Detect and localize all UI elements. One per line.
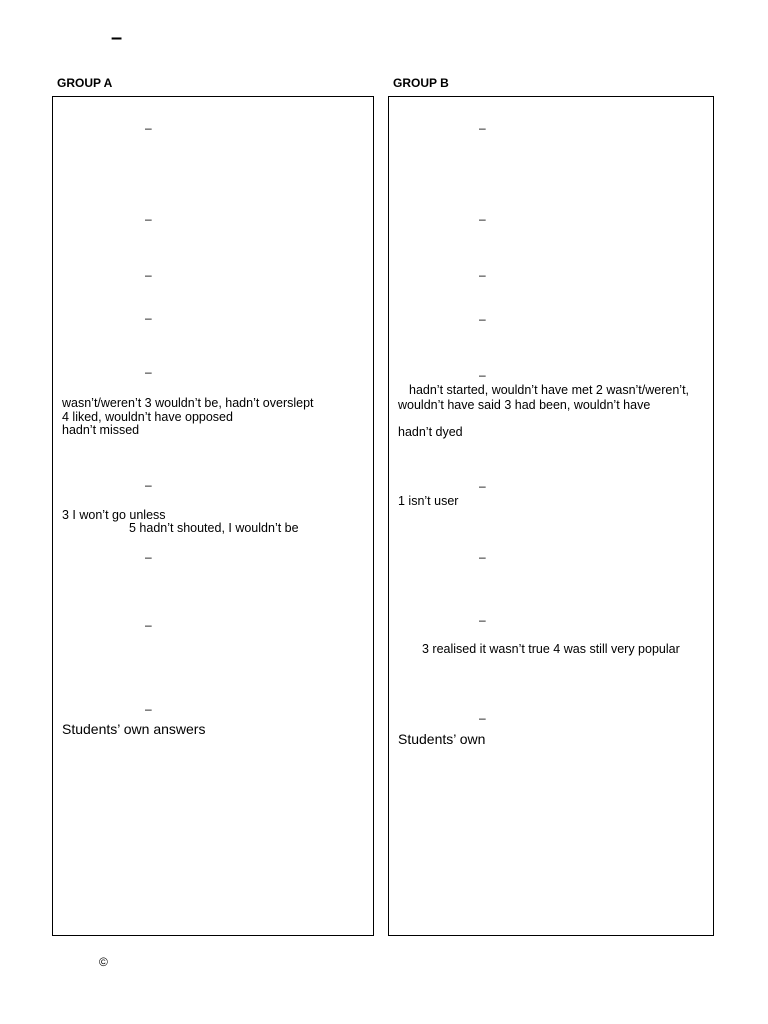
group-b-answer-line: Students’ own bbox=[398, 731, 486, 747]
group-b-dash: – bbox=[479, 479, 486, 493]
group-a-answer-line: Students’ own answers bbox=[62, 721, 206, 737]
group-a-dash: – bbox=[145, 618, 152, 632]
group-b-answer-line: wouldn’t have said 3 had been, wouldn’t have bbox=[398, 398, 651, 412]
group-a-answer-line: 4 liked, wouldn’t have opposed bbox=[62, 410, 233, 424]
group-b-answer-line: 1 isn’t user bbox=[398, 494, 459, 508]
group-a-dash: – bbox=[145, 702, 152, 716]
group-a-answer-line: hadn’t missed bbox=[62, 423, 140, 437]
group-a-dash: – bbox=[145, 268, 152, 282]
group-b-dash: – bbox=[479, 550, 486, 564]
group-a-answer-line: wasn’t/weren’t 3 wouldn’t be, hadn’t overslept bbox=[62, 396, 314, 410]
group-b-panel bbox=[388, 96, 714, 936]
copyright-symbol: © bbox=[99, 955, 108, 969]
group-a-dash: – bbox=[145, 478, 152, 492]
title-dash: – bbox=[111, 27, 123, 49]
group-a-panel bbox=[52, 96, 374, 936]
group-a-heading: GROUP A bbox=[57, 76, 113, 90]
group-b-heading: GROUP B bbox=[393, 76, 449, 90]
group-a-dash: – bbox=[145, 550, 152, 564]
group-a-dash: – bbox=[145, 311, 152, 325]
group-b-dash: – bbox=[479, 711, 486, 725]
group-a-answer-line: 3 I won’t go unless bbox=[62, 508, 166, 522]
group-b-dash: – bbox=[479, 312, 486, 326]
group-b-dash: – bbox=[479, 268, 486, 282]
group-a-dash: – bbox=[145, 212, 152, 226]
group-b-answer-line: hadn’t dyed bbox=[398, 425, 463, 439]
group-b-dash: – bbox=[479, 613, 486, 627]
group-b-dash: – bbox=[479, 121, 486, 135]
group-b-dash: – bbox=[479, 212, 486, 226]
group-a-dash: – bbox=[145, 365, 152, 379]
group-a-dash: – bbox=[145, 121, 152, 135]
group-b-answer-line: 3 realised it wasn’t true 4 was still very popular bbox=[422, 642, 680, 656]
group-b-dash: – bbox=[479, 368, 486, 382]
group-a-answer-line: 5 hadn’t shouted, I wouldn’t be bbox=[129, 521, 299, 535]
group-b-answer-line: hadn’t started, wouldn’t have met 2 wasn’t/weren’t, bbox=[409, 383, 690, 397]
